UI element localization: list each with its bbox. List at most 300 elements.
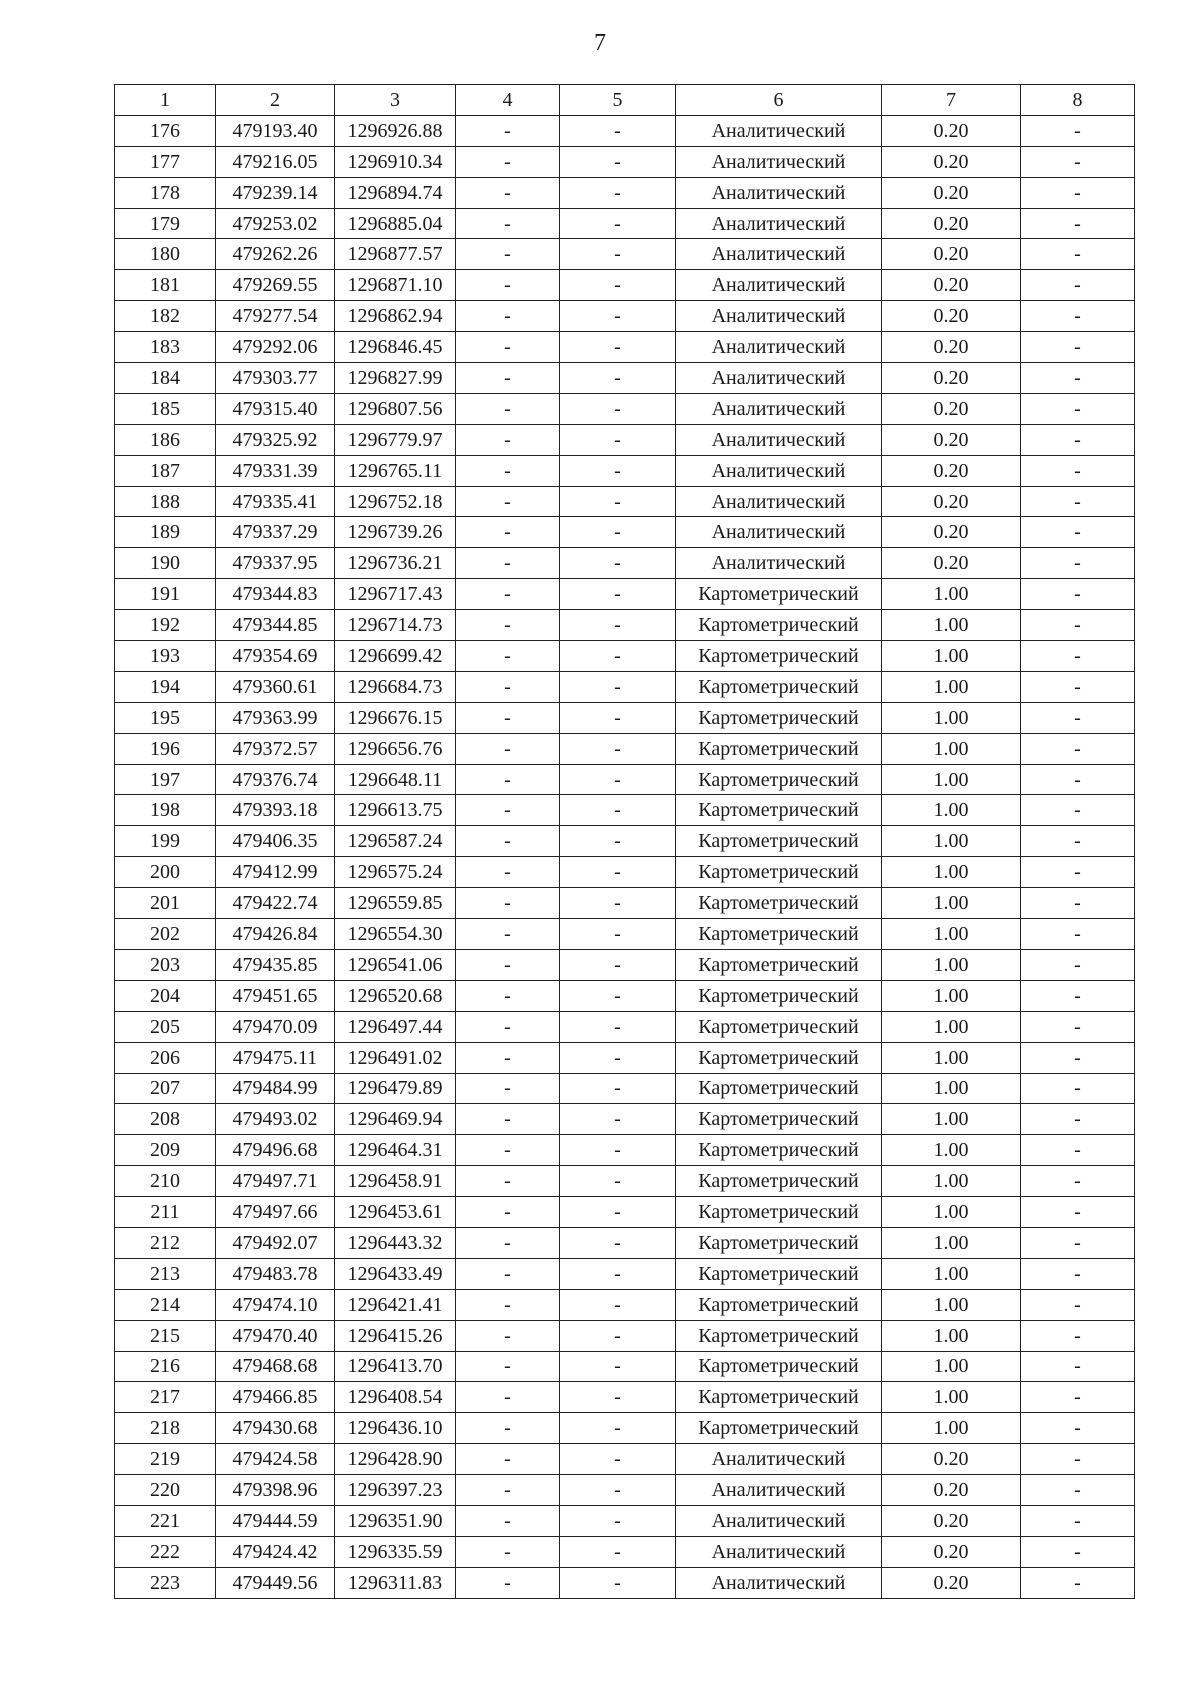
table-row (115, 888, 1135, 919)
point-number-cell: 208 (115, 1104, 216, 1135)
accuracy-cell: 1.00 (882, 857, 1021, 888)
y-coordinate-cell: 1296648.11 (335, 764, 456, 795)
col5-cell: - (560, 1536, 676, 1567)
table-row (115, 1475, 1135, 1506)
x-coordinate-cell: 479470.40 (216, 1320, 335, 1351)
x-coordinate-cell: 479363.99 (216, 702, 335, 733)
method-cell: Картометрический (676, 919, 882, 950)
x-coordinate-cell: 479337.29 (216, 517, 335, 548)
point-number-cell: 197 (115, 764, 216, 795)
point-number-cell: 211 (115, 1197, 216, 1228)
table-row (115, 733, 1135, 764)
point-number-cell: 204 (115, 980, 216, 1011)
col5-cell: - (560, 671, 676, 702)
col8-cell: - (1021, 888, 1135, 919)
col5-cell: - (560, 702, 676, 733)
col5-cell: - (560, 146, 676, 177)
x-coordinate-cell: 479262.26 (216, 239, 335, 270)
col5-cell: - (560, 980, 676, 1011)
col4-cell: - (456, 270, 560, 301)
table-row (115, 1320, 1135, 1351)
col4-cell: - (456, 115, 560, 146)
col5-cell: - (560, 1475, 676, 1506)
point-number-cell: 179 (115, 208, 216, 239)
col5-cell: - (560, 332, 676, 363)
col5-cell: - (560, 455, 676, 486)
point-number-cell: 189 (115, 517, 216, 548)
y-coordinate-cell: 1296469.94 (335, 1104, 456, 1135)
col4-cell: - (456, 1351, 560, 1382)
method-cell: Аналитический (676, 1536, 882, 1567)
method-cell: Картометрический (676, 702, 882, 733)
table-row (115, 1413, 1135, 1444)
method-cell: Аналитический (676, 424, 882, 455)
method-cell: Аналитический (676, 177, 882, 208)
col5-cell: - (560, 1505, 676, 1536)
x-coordinate-cell: 479497.66 (216, 1197, 335, 1228)
accuracy-cell: 0.20 (882, 1567, 1021, 1598)
table-row (115, 702, 1135, 733)
x-coordinate-cell: 479344.83 (216, 579, 335, 610)
x-coordinate-cell: 479493.02 (216, 1104, 335, 1135)
point-number-cell: 207 (115, 1073, 216, 1104)
header-cell-4: 4 (456, 85, 560, 116)
y-coordinate-cell: 1296443.32 (335, 1227, 456, 1258)
method-cell: Аналитический (676, 1444, 882, 1475)
col5-cell: - (560, 1567, 676, 1598)
point-number-cell: 215 (115, 1320, 216, 1351)
method-cell: Аналитический (676, 301, 882, 332)
method-cell: Картометрический (676, 733, 882, 764)
col4-cell: - (456, 1227, 560, 1258)
col8-cell: - (1021, 1166, 1135, 1197)
method-cell: Картометрический (676, 1104, 882, 1135)
method-cell: Картометрический (676, 579, 882, 610)
accuracy-cell: 1.00 (882, 795, 1021, 826)
table-row (115, 301, 1135, 332)
col5-cell: - (560, 363, 676, 394)
x-coordinate-cell: 479451.65 (216, 980, 335, 1011)
col8-cell: - (1021, 270, 1135, 301)
y-coordinate-cell: 1296910.34 (335, 146, 456, 177)
accuracy-cell: 1.00 (882, 980, 1021, 1011)
point-number-cell: 178 (115, 177, 216, 208)
col5-cell: - (560, 1444, 676, 1475)
method-cell: Картометрический (676, 1011, 882, 1042)
table-row (115, 610, 1135, 641)
col4-cell: - (456, 1197, 560, 1228)
col8-cell: - (1021, 1320, 1135, 1351)
method-cell: Аналитический (676, 393, 882, 424)
x-coordinate-cell: 479372.57 (216, 733, 335, 764)
y-coordinate-cell: 1296807.56 (335, 393, 456, 424)
method-cell: Аналитический (676, 486, 882, 517)
x-coordinate-cell: 479468.68 (216, 1351, 335, 1382)
point-number-cell: 200 (115, 857, 216, 888)
col4-cell: - (456, 1135, 560, 1166)
x-coordinate-cell: 479444.59 (216, 1505, 335, 1536)
table-row (115, 1073, 1135, 1104)
x-coordinate-cell: 479331.39 (216, 455, 335, 486)
point-number-cell: 217 (115, 1382, 216, 1413)
col8-cell: - (1021, 980, 1135, 1011)
col8-cell: - (1021, 857, 1135, 888)
y-coordinate-cell: 1296587.24 (335, 826, 456, 857)
col8-cell: - (1021, 455, 1135, 486)
table-row (115, 115, 1135, 146)
coordinates-table (114, 84, 1135, 1599)
table-body (115, 115, 1135, 1598)
method-cell: Картометрический (676, 1351, 882, 1382)
point-number-cell: 185 (115, 393, 216, 424)
x-coordinate-cell: 479335.41 (216, 486, 335, 517)
accuracy-cell: 1.00 (882, 1413, 1021, 1444)
accuracy-cell: 1.00 (882, 579, 1021, 610)
x-coordinate-cell: 479325.92 (216, 424, 335, 455)
x-coordinate-cell: 479315.40 (216, 393, 335, 424)
col5-cell: - (560, 1042, 676, 1073)
y-coordinate-cell: 1296554.30 (335, 919, 456, 950)
col4-cell: - (456, 239, 560, 270)
x-coordinate-cell: 479496.68 (216, 1135, 335, 1166)
table-row (115, 239, 1135, 270)
y-coordinate-cell: 1296714.73 (335, 610, 456, 641)
method-cell: Картометрический (676, 826, 882, 857)
point-number-cell: 221 (115, 1505, 216, 1536)
accuracy-cell: 1.00 (882, 1197, 1021, 1228)
y-coordinate-cell: 1296311.83 (335, 1567, 456, 1598)
y-coordinate-cell: 1296408.54 (335, 1382, 456, 1413)
accuracy-cell: 0.20 (882, 208, 1021, 239)
col8-cell: - (1021, 1351, 1135, 1382)
col4-cell: - (456, 177, 560, 208)
col4-cell: - (456, 795, 560, 826)
x-coordinate-cell: 479269.55 (216, 270, 335, 301)
col5-cell: - (560, 1135, 676, 1166)
point-number-cell: 212 (115, 1227, 216, 1258)
accuracy-cell: 1.00 (882, 702, 1021, 733)
y-coordinate-cell: 1296453.61 (335, 1197, 456, 1228)
table-row (115, 517, 1135, 548)
col4-cell: - (456, 1320, 560, 1351)
accuracy-cell: 1.00 (882, 764, 1021, 795)
col5-cell: - (560, 1289, 676, 1320)
y-coordinate-cell: 1296464.31 (335, 1135, 456, 1166)
col4-cell: - (456, 1104, 560, 1135)
y-coordinate-cell: 1296717.43 (335, 579, 456, 610)
x-coordinate-cell: 479497.71 (216, 1166, 335, 1197)
col4-cell: - (456, 888, 560, 919)
table-row (115, 208, 1135, 239)
x-coordinate-cell: 479492.07 (216, 1227, 335, 1258)
header-cell-1: 1 (115, 85, 216, 116)
col4-cell: - (456, 1166, 560, 1197)
col4-cell: - (456, 610, 560, 641)
method-cell: Картометрический (676, 1289, 882, 1320)
method-cell: Картометрический (676, 1258, 882, 1289)
accuracy-cell: 0.20 (882, 1444, 1021, 1475)
table-row (115, 1042, 1135, 1073)
y-coordinate-cell: 1296877.57 (335, 239, 456, 270)
col4-cell: - (456, 1382, 560, 1413)
point-number-cell: 182 (115, 301, 216, 332)
accuracy-cell: 0.20 (882, 548, 1021, 579)
point-number-cell: 181 (115, 270, 216, 301)
point-number-cell: 213 (115, 1258, 216, 1289)
col5-cell: - (560, 270, 676, 301)
accuracy-cell: 1.00 (882, 949, 1021, 980)
col8-cell: - (1021, 1011, 1135, 1042)
col4-cell: - (456, 1444, 560, 1475)
table-header-row (115, 85, 1135, 116)
col5-cell: - (560, 610, 676, 641)
point-number-cell: 203 (115, 949, 216, 980)
col8-cell: - (1021, 1413, 1135, 1444)
col4-cell: - (456, 1413, 560, 1444)
col8-cell: - (1021, 1289, 1135, 1320)
table-row (115, 764, 1135, 795)
y-coordinate-cell: 1296351.90 (335, 1505, 456, 1536)
point-number-cell: 214 (115, 1289, 216, 1320)
table-row (115, 1011, 1135, 1042)
col8-cell: - (1021, 1227, 1135, 1258)
accuracy-cell: 1.00 (882, 888, 1021, 919)
y-coordinate-cell: 1296397.23 (335, 1475, 456, 1506)
table-row (115, 857, 1135, 888)
col5-cell: - (560, 888, 676, 919)
col8-cell: - (1021, 1505, 1135, 1536)
col5-cell: - (560, 1073, 676, 1104)
col8-cell: - (1021, 239, 1135, 270)
col5-cell: - (560, 208, 676, 239)
table-row (115, 393, 1135, 424)
col4-cell: - (456, 1011, 560, 1042)
header-cell-7: 7 (882, 85, 1021, 116)
col4-cell: - (456, 208, 560, 239)
table-row (115, 1135, 1135, 1166)
y-coordinate-cell: 1296676.15 (335, 702, 456, 733)
method-cell: Картометрический (676, 764, 882, 795)
col5-cell: - (560, 1351, 676, 1382)
y-coordinate-cell: 1296736.21 (335, 548, 456, 579)
point-number-cell: 209 (115, 1135, 216, 1166)
x-coordinate-cell: 479412.99 (216, 857, 335, 888)
col5-cell: - (560, 1227, 676, 1258)
table-row (115, 671, 1135, 702)
col8-cell: - (1021, 641, 1135, 672)
table-row (115, 1382, 1135, 1413)
x-coordinate-cell: 479483.78 (216, 1258, 335, 1289)
x-coordinate-cell: 479360.61 (216, 671, 335, 702)
point-number-cell: 223 (115, 1567, 216, 1598)
y-coordinate-cell: 1296846.45 (335, 332, 456, 363)
col8-cell: - (1021, 1382, 1135, 1413)
x-coordinate-cell: 479406.35 (216, 826, 335, 857)
col5-cell: - (560, 177, 676, 208)
col8-cell: - (1021, 548, 1135, 579)
accuracy-cell: 0.20 (882, 1505, 1021, 1536)
point-number-cell: 193 (115, 641, 216, 672)
table-row (115, 949, 1135, 980)
y-coordinate-cell: 1296413.70 (335, 1351, 456, 1382)
x-coordinate-cell: 479292.06 (216, 332, 335, 363)
table-row (115, 641, 1135, 672)
accuracy-cell: 1.00 (882, 826, 1021, 857)
x-coordinate-cell: 479422.74 (216, 888, 335, 919)
col8-cell: - (1021, 671, 1135, 702)
accuracy-cell: 0.20 (882, 1536, 1021, 1567)
method-cell: Картометрический (676, 949, 882, 980)
col4-cell: - (456, 641, 560, 672)
point-number-cell: 198 (115, 795, 216, 826)
x-coordinate-cell: 479216.05 (216, 146, 335, 177)
method-cell: Картометрический (676, 671, 882, 702)
table-row (115, 486, 1135, 517)
point-number-cell: 216 (115, 1351, 216, 1382)
accuracy-cell: 1.00 (882, 671, 1021, 702)
table-row (115, 1505, 1135, 1536)
col4-cell: - (456, 1536, 560, 1567)
col8-cell: - (1021, 332, 1135, 363)
header-cell-8: 8 (1021, 85, 1135, 116)
table-row (115, 1197, 1135, 1228)
accuracy-cell: 0.20 (882, 455, 1021, 486)
method-cell: Аналитический (676, 1567, 882, 1598)
table-row (115, 1289, 1135, 1320)
accuracy-cell: 0.20 (882, 301, 1021, 332)
header-cell-5: 5 (560, 85, 676, 116)
col8-cell: - (1021, 115, 1135, 146)
col5-cell: - (560, 115, 676, 146)
col4-cell: - (456, 919, 560, 950)
table-row (115, 548, 1135, 579)
accuracy-cell: 1.00 (882, 1320, 1021, 1351)
table-row (115, 332, 1135, 363)
y-coordinate-cell: 1296433.49 (335, 1258, 456, 1289)
table-row (115, 1227, 1135, 1258)
table-row (115, 1536, 1135, 1567)
accuracy-cell: 1.00 (882, 1042, 1021, 1073)
col8-cell: - (1021, 393, 1135, 424)
col8-cell: - (1021, 1258, 1135, 1289)
col4-cell: - (456, 579, 560, 610)
x-coordinate-cell: 479398.96 (216, 1475, 335, 1506)
col4-cell: - (456, 363, 560, 394)
x-coordinate-cell: 479303.77 (216, 363, 335, 394)
col8-cell: - (1021, 1197, 1135, 1228)
y-coordinate-cell: 1296926.88 (335, 115, 456, 146)
point-number-cell: 194 (115, 671, 216, 702)
col5-cell: - (560, 1011, 676, 1042)
col8-cell: - (1021, 146, 1135, 177)
method-cell: Аналитический (676, 1475, 882, 1506)
col8-cell: - (1021, 208, 1135, 239)
y-coordinate-cell: 1296415.26 (335, 1320, 456, 1351)
col5-cell: - (560, 517, 676, 548)
x-coordinate-cell: 479424.42 (216, 1536, 335, 1567)
method-cell: Картометрический (676, 1042, 882, 1073)
col8-cell: - (1021, 919, 1135, 950)
method-cell: Аналитический (676, 270, 882, 301)
x-coordinate-cell: 479430.68 (216, 1413, 335, 1444)
col8-cell: - (1021, 1567, 1135, 1598)
col8-cell: - (1021, 949, 1135, 980)
y-coordinate-cell: 1296613.75 (335, 795, 456, 826)
col4-cell: - (456, 146, 560, 177)
col4-cell: - (456, 1289, 560, 1320)
point-number-cell: 219 (115, 1444, 216, 1475)
col8-cell: - (1021, 1475, 1135, 1506)
y-coordinate-cell: 1296491.02 (335, 1042, 456, 1073)
col8-cell: - (1021, 363, 1135, 394)
point-number-cell: 192 (115, 610, 216, 641)
col4-cell: - (456, 455, 560, 486)
col5-cell: - (560, 795, 676, 826)
y-coordinate-cell: 1296699.42 (335, 641, 456, 672)
x-coordinate-cell: 479193.40 (216, 115, 335, 146)
table-row (115, 270, 1135, 301)
point-number-cell: 188 (115, 486, 216, 517)
y-coordinate-cell: 1296779.97 (335, 424, 456, 455)
method-cell: Картометрический (676, 1382, 882, 1413)
table-row (115, 826, 1135, 857)
col8-cell: - (1021, 1444, 1135, 1475)
y-coordinate-cell: 1296894.74 (335, 177, 456, 208)
col8-cell: - (1021, 795, 1135, 826)
col5-cell: - (560, 548, 676, 579)
col4-cell: - (456, 764, 560, 795)
table-row (115, 1351, 1135, 1382)
accuracy-cell: 1.00 (882, 1166, 1021, 1197)
col4-cell: - (456, 1042, 560, 1073)
accuracy-cell: 0.20 (882, 517, 1021, 548)
accuracy-cell: 1.00 (882, 919, 1021, 950)
col8-cell: - (1021, 610, 1135, 641)
col5-cell: - (560, 1104, 676, 1135)
accuracy-cell: 0.20 (882, 486, 1021, 517)
method-cell: Аналитический (676, 146, 882, 177)
header-cell-6: 6 (676, 85, 882, 116)
accuracy-cell: 0.20 (882, 146, 1021, 177)
accuracy-cell: 1.00 (882, 1104, 1021, 1135)
col5-cell: - (560, 579, 676, 610)
col8-cell: - (1021, 1104, 1135, 1135)
col4-cell: - (456, 949, 560, 980)
col8-cell: - (1021, 517, 1135, 548)
header-cell-3: 3 (335, 85, 456, 116)
col5-cell: - (560, 1197, 676, 1228)
col4-cell: - (456, 393, 560, 424)
table-row (115, 1258, 1135, 1289)
x-coordinate-cell: 479484.99 (216, 1073, 335, 1104)
table-row (115, 1444, 1135, 1475)
method-cell: Картометрический (676, 1413, 882, 1444)
x-coordinate-cell: 479239.14 (216, 177, 335, 208)
col4-cell: - (456, 548, 560, 579)
table-row (115, 146, 1135, 177)
y-coordinate-cell: 1296458.91 (335, 1166, 456, 1197)
col8-cell: - (1021, 702, 1135, 733)
col5-cell: - (560, 1166, 676, 1197)
col8-cell: - (1021, 301, 1135, 332)
x-coordinate-cell: 479449.56 (216, 1567, 335, 1598)
accuracy-cell: 1.00 (882, 1351, 1021, 1382)
col5-cell: - (560, 1382, 676, 1413)
y-coordinate-cell: 1296827.99 (335, 363, 456, 394)
x-coordinate-cell: 479475.11 (216, 1042, 335, 1073)
table-row (115, 919, 1135, 950)
y-coordinate-cell: 1296436.10 (335, 1413, 456, 1444)
